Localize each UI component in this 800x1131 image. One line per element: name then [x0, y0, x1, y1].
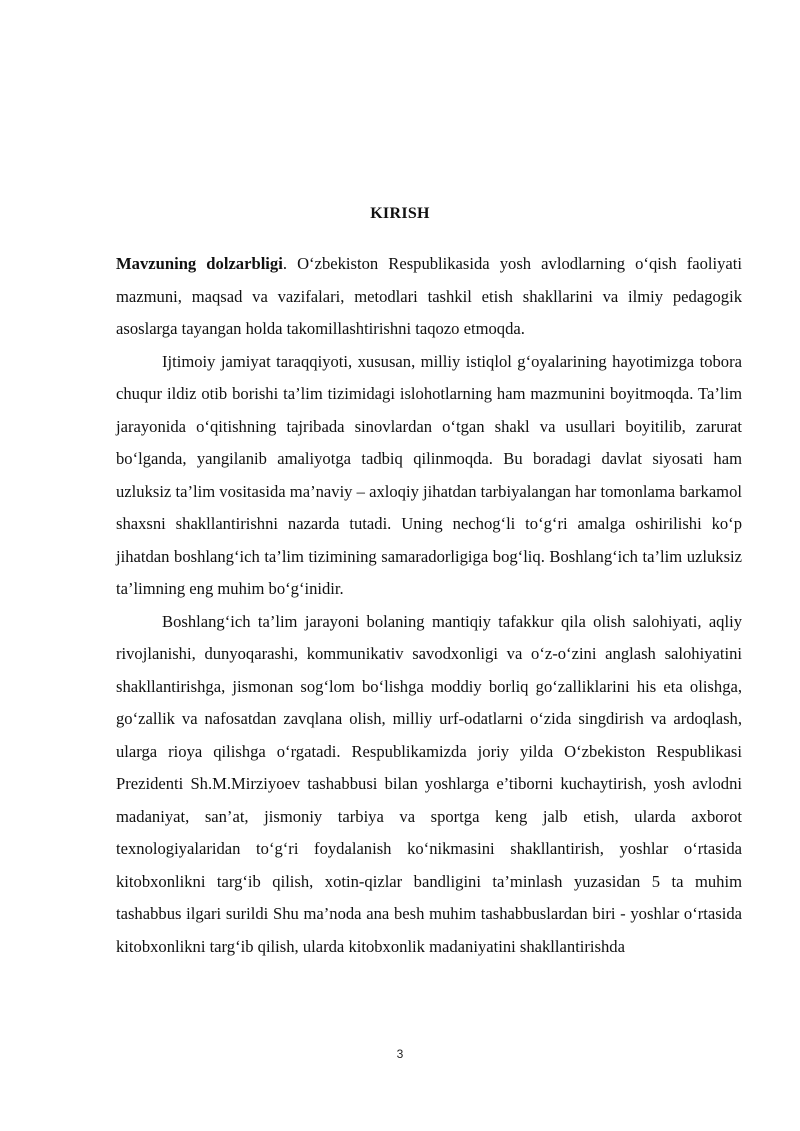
document-body: [116, 248, 742, 963]
paragraph-primary-education: Boshlang‘ich ta’lim jarayoni bolaning mantiqiy tafakkur qila olish salohiyati, aqliy rivojlanishi, dunyoqarashi, kommunikativ savodxonligi va o‘z-o‘zini anglash salohiyatini shakllantirishga, jismonan sog‘lom bo‘lishga moddiy borliq go‘zalliklarini his eta olishga, go‘zallik va nafosatdan zavqlana olish, milliy urf-odatlarni o‘zida singdirish va ardoqlash, ularga rioya qilishga o‘rgatadi. Respublikamizda joriy yilda O‘zbekiston Respublikasi Prezidenti Sh.M.Mirziyoev tashabbusi bilan yoshlarga e’tiborni kuchaytirish, yosh avlodni madaniyat, san’at, jismoniy tarbiya va sportga keng jalb etish, ularda axborot texnologiyalaridan to‘g‘ri foydalanish ko‘nikmasini shakllantirish, yoshlar o‘rtasida kitobxonlikni targ‘ib qilish, xotin-qizlar bandligini ta’minlash yuzasidan 5 ta muhim tashabbus ilgari surildi Shu ma’noda ana besh muhim tashabbuslardan biri - yoshlar o‘rtasida kitobxonlikni targ‘ib qilish, ularda kitobxonlik madaniyatini shakllantirishda: [116, 611, 742, 956]
paragraph-social-progress: Ijtimoiy jamiyat taraqqiyoti, xususan, milliy istiqlol g‘oyalarining hayotimizga tobora chuqur ildiz otib borishi ta’lim tizimidagi islohotlarning ham mazmunini boyitmoqda. Ta’lim jarayonida o‘qitishning tajribada sinovlardan o‘tgan shakl va usullari boyitilib, zarurat bo‘lganda, yangilanib amaliyotga tadbiq qilinmoqda. Bu boradagi davlat siyosati ham uzluksiz ta’lim vositasida ma’naviy – axloqiy jihatdan tarbiyalangan har tomonlama barkamol shaxsni shakllantirishni nazarda tutadi. Uning nechog‘li to‘g‘ri amalga oshirilishi ko‘p jihatdan boshlang‘ich ta’lim tizimining samaradorligiga bog‘liq. Boshlang‘ich ta’lim uzluksiz ta’limning eng muhim bo‘g‘inidir.: [116, 351, 742, 598]
paragraph-lead-heading: Mavzuning dolzarbligi: [116, 254, 283, 273]
paragraph-relevance: [116, 248, 742, 346]
section-title: KIRISH: [370, 205, 430, 222]
page-number: 3: [396, 1047, 404, 1061]
paragraph-text: . O‘zbekiston Respublikasida yosh avlodlarning o‘qish faoliyati mazmuni, maqsad va vazifalari, metodlari tashkil etish shakllarini va ilmiy pedagogik asoslarga tayangan holda takomillashtirishni taqozo etmoqda.: [116, 254, 742, 338]
